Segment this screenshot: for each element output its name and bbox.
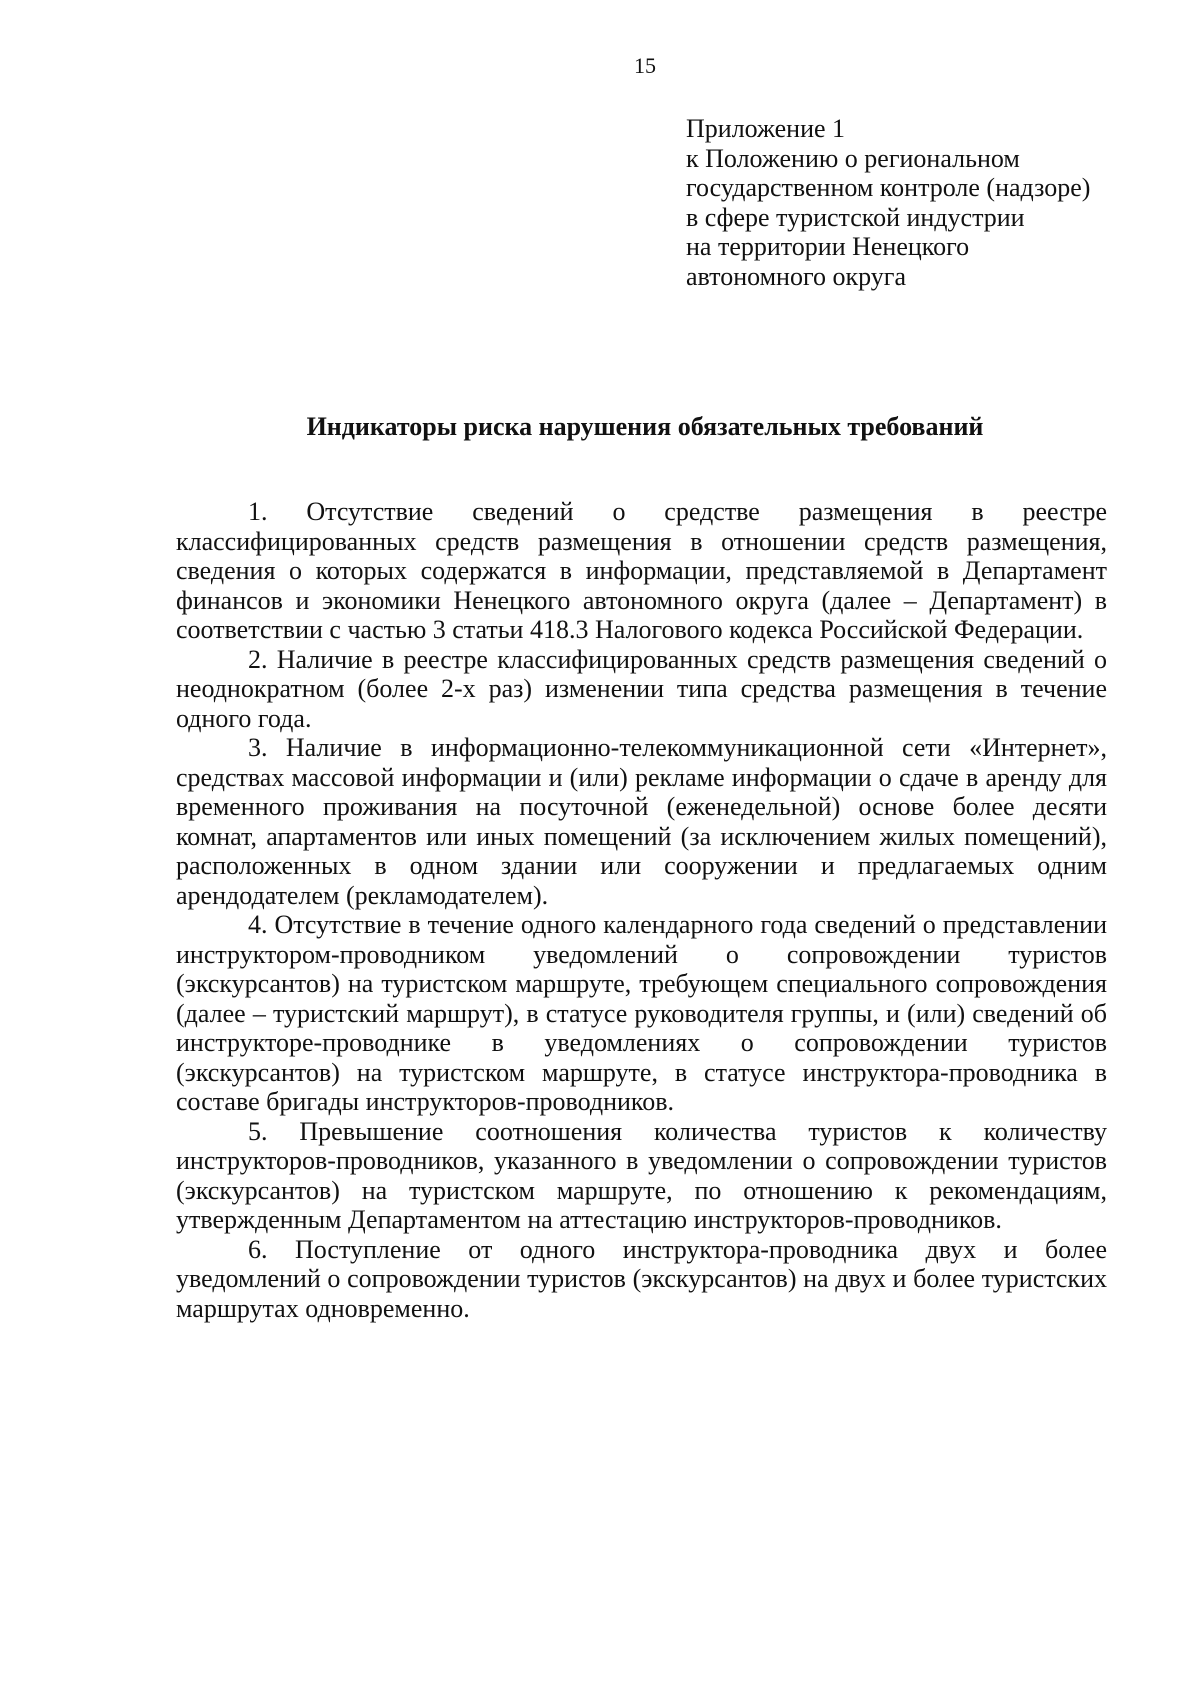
appendix-header bbox=[686, 114, 1186, 291]
paragraph-4: 4. Отсутствие в течение одного календарного года сведений о представлении инструктором-проводником уведомлений о сопровождении туристов (экскурсантов) на туристском маршруте, требующем специального сопровождения (далее – туристский маршрут), в статусе руководителя группы, и (или) сведений об инструкторе-проводнике в уведомлениях о сопровождении туристов (экскурсантов) на туристском маршруте, в статусе инструктора-проводника в составе бригады инструкторов-проводников. bbox=[176, 910, 1107, 1116]
page-number: 15 bbox=[634, 53, 656, 78]
paragraph-1: 1. Отсутствие сведений о средстве размещения в реестре классифицированных средств размещения в отношении средств размещения, сведения о которых содержатся в информации, представляемой в Департамент финансов и экономики Ненецкого автономного округа (далее – Департамент) в соответствии с частью 3 статьи 418.3 Налогового кодекса Российской Федерации. bbox=[176, 497, 1107, 644]
document-title: Индикаторы риска нарушения обязательных требований bbox=[306, 412, 984, 441]
appendix-line: Приложение 1 bbox=[686, 114, 846, 143]
document-body bbox=[176, 497, 1107, 1323]
appendix-line: на территории Ненецкого bbox=[686, 232, 970, 261]
appendix-line: автономного округа bbox=[686, 261, 906, 291]
paragraph-5: 5. Превышение соотношения количества туристов к количеству инструкторов-проводников, указанного в уведомлении о сопровождении туристов (экскурсантов) на туристском маршруте, по отношению к рекомендациям, утвержденным Департаментом на аттестацию инструкторов-проводников. bbox=[176, 1116, 1107, 1234]
paragraph-3: 3. Наличие в информационно-телекоммуникационной сети «Интернет», средствах массовой информации и (или) рекламе информации о сдаче в аренду для временного проживания на посуточной (еженедельной) основе более десяти комнат, апартаментов или иных помещений (за исключением жилых помещений), расположенных в одном здании или сооружении и предлагаемых одним арендодателем (рекламодателем). bbox=[176, 733, 1107, 910]
appendix-line: в сфере туристской индустрии bbox=[686, 202, 1025, 232]
appendix-line: государственном контроле (надзоре) bbox=[686, 173, 1091, 202]
appendix-line: к Положению о региональном bbox=[686, 143, 1020, 173]
paragraph-2: 2. Наличие в реестре классифицированных средств размещения сведений о неоднократном (более 2-х раз) изменении типа средства размещения в течение одного года. bbox=[176, 644, 1107, 733]
paragraph-6: 6. Поступление от одного инструктора-проводника двух и более уведомлений о сопровождении туристов (экскурсантов) на двух и более туристских маршрутах одновременно. bbox=[176, 1234, 1107, 1323]
